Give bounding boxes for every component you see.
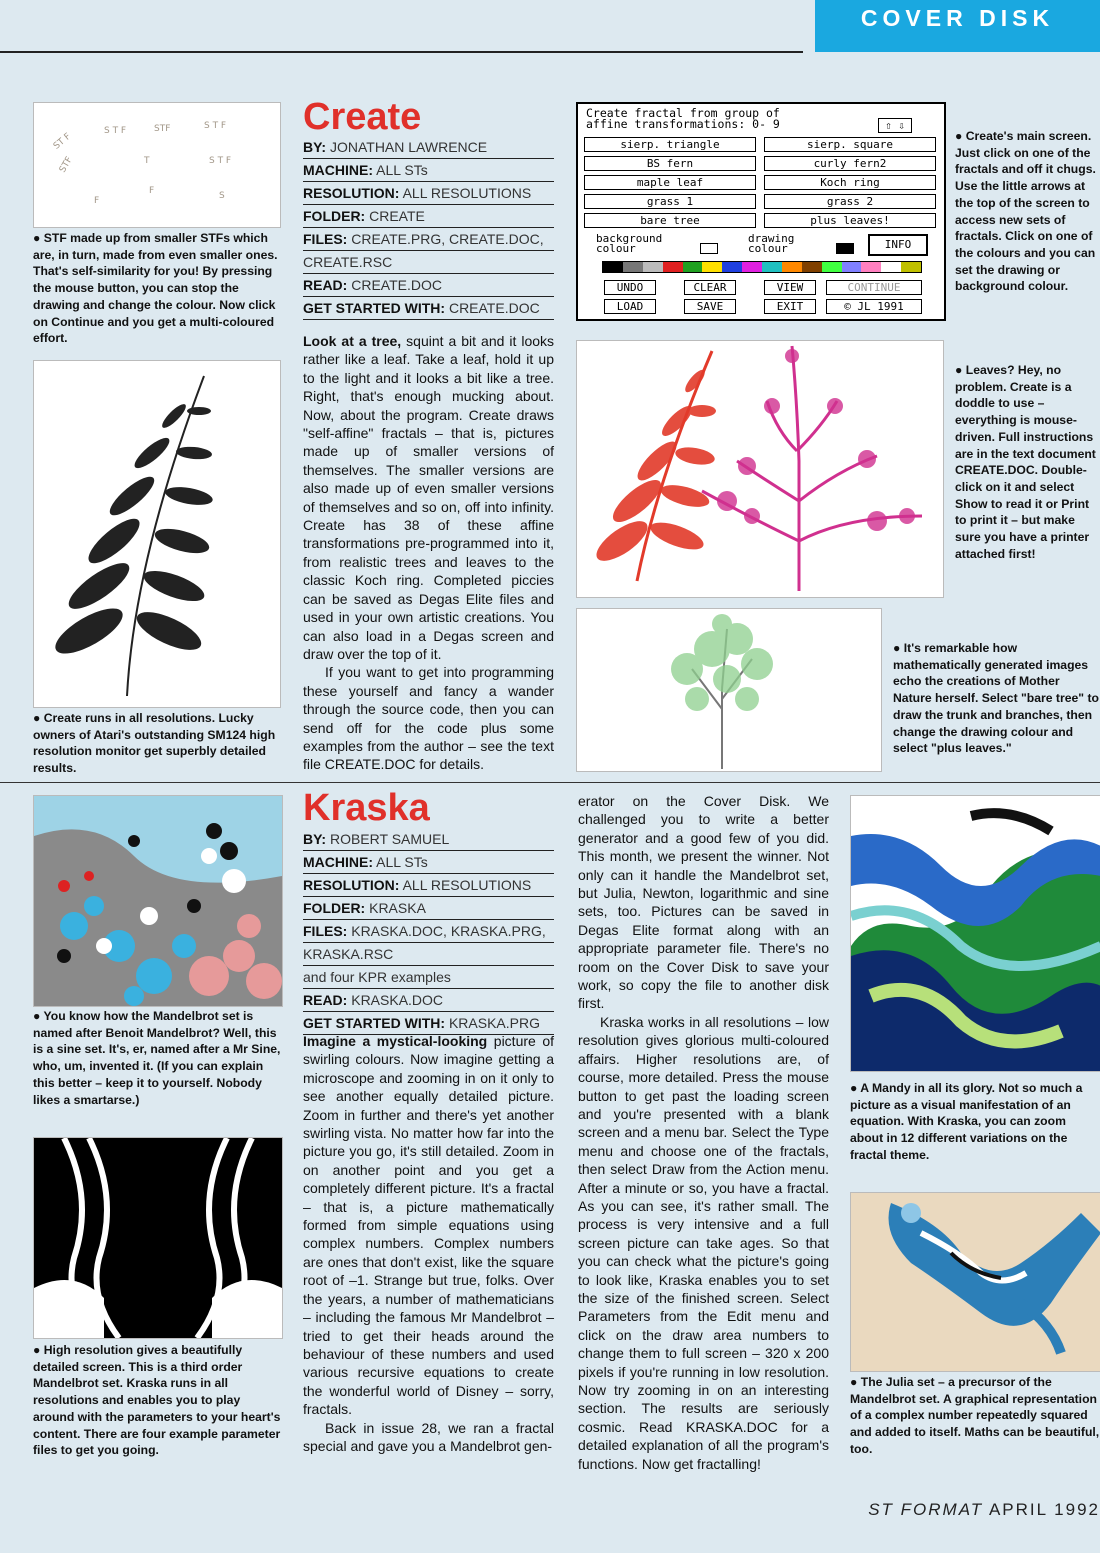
create-body-para-2: If you want to get into programming these yourself and fancy a wander through the source code, then you can send off for the code plus some examples from the author – see the text file CREATE.DOC for details. [303,664,554,773]
kraska-body-para-1: picture of swirling colours. Now imagine getting a microscope and zooming in on it only to see another equally detailed picture. Zoom in further and there's yet another swirling vista. No matter how far into the picture you go, it's still detailed. Zoom in on another point and you get a completely different picture. It's a fractal – that is, a picture mathematically formed from simple equations using complex numbers. Complex numbers are ones that don't exist, like the square root of –1. Strange but true, folks. Over the years, a number of mathematicians – including the famous Mr Mandelbrot – tried to get their heads around the behaviour of these numbers and used various recursive equations to create the wonderful world of Disney – sorry, fractals. [303,1033,555,1418]
kraska-info-label: GET STARTED WITH: [303,1015,446,1031]
caption-julia-text: The Julia set – a precursor of the Mandelbrot set. A graphical representation of a complex number repeatedly squared and added to itself. Maths can be beautiful, too. [850,1375,1100,1456]
kraska-info-row [303,828,554,851]
palette-swatch[interactable] [643,262,663,272]
palette-swatch[interactable] [802,262,822,272]
kraska-body-lead: Imagine a mystical-looking [303,1033,488,1049]
sine-set-image [33,795,283,1007]
fern-fractal-image [33,360,281,708]
palette-swatch[interactable] [762,262,782,272]
svg-text:F: F [94,196,100,206]
svg-text:ST F: ST F [51,131,74,152]
caption-sine: ● You know how the Mandelbrot set is named after Benoit Mandelbrot? Well, this is a sine set. It's, er, named after a Mr Sine, who, um, invented it. (If you can explain this better – keep it to yourself. Nobody likes a smartarse.) [33,1009,281,1107]
caption-leaves-text: Leaves? Hey, no problem. Create is a doddle to use – everything is mouse-driven. Full instructions are in the text document CREATE.DOC. Double-click on it and select Show to read it or Print to print it – but make sure you have a printer attached first! [955,363,1096,561]
section-divider [0,782,1100,783]
kraska-info-row [303,897,554,920]
fractal-button[interactable]: maple leaf [584,175,756,190]
kraska-info-value: KRASKA.PRG [448,1015,540,1031]
sine-set-graphic [34,796,282,1006]
create-info-value: CREATE.RSC [303,254,393,270]
palette-swatch[interactable] [822,262,842,272]
kraska-info-row [303,943,554,966]
screen-action-button[interactable]: EXIT [764,299,816,314]
fractal-button[interactable]: curly fern2 [764,156,936,171]
caption-leaves: ● Leaves? Hey, no problem. Create is a doddle to use – everything is mouse-driven. Full instructions are in the text document CREATE.DOC. Double-click on it and select Show to read it or Print to print it – but make sure you have a printer attached first! [955,363,1096,561]
fractal-button[interactable]: plus leaves! [764,213,936,228]
caption-mandy-text: A Mandy in all its glory. Not so much a picture as a visual manifestation of an equation. With Kraska, you can zoom about in 12 different variations on the fractal theme. [850,1081,1083,1162]
fractal-button[interactable]: BS fern [584,156,756,171]
create-info-label: READ: [303,277,348,293]
screen-heading [586,108,780,130]
create-info-label: FOLDER: [303,208,366,224]
kraska-info-value: ROBERT SAMUEL [329,831,450,847]
kraska-info-label: MACHINE: [303,854,373,870]
fractal-button[interactable]: sierp. square [764,137,936,152]
background-colour-label [596,234,662,254]
leaves-fractal-graphic [577,341,943,597]
palette-swatch[interactable] [881,262,901,272]
create-body [303,332,554,774]
fractal-set-arrows[interactable]: ⇧ ⇩ [878,118,912,133]
kraska-title: Kraska [303,787,430,829]
create-info-row [303,159,554,182]
drawing-colour-swatch[interactable] [836,243,854,254]
caption-tree: ● It's remarkable how mathematically generated images echo the creations of Mother Nature herself. Select "bare tree" to draw the trunk and branches, then change the drawing colour and select "plus leaves." [893,641,1099,756]
kraska-info-label: BY: [303,831,327,847]
caption-stf-text: STF made up from smaller STFs which are, in turn, made from even smaller ones. That's self-similarity for you! By pressing the mouse button, you can stop the drawing and change the colour. Now click on Continue and you get a multi-coloured effort. [33,231,278,346]
palette-swatch[interactable] [702,262,722,272]
kraska-info-label: FILES: [303,923,348,939]
screen-action-button[interactable]: CONTINUE [826,280,922,295]
svg-text:S T F: S T F [209,156,232,166]
kraska-body-col-2 [578,792,829,1473]
create-main-screen [576,102,946,321]
page-footer [868,1500,1100,1520]
create-info-row [303,136,554,159]
create-info-label: GET STARTED WITH: [303,300,446,316]
palette-swatch[interactable] [901,262,921,272]
palette-swatch[interactable] [683,262,703,272]
kraska-info-label: READ: [303,992,348,1008]
screen-action-button[interactable]: CLEAR [684,280,736,295]
header-rule [0,51,803,53]
kraska-info-row [303,966,554,989]
screen-action-button[interactable]: © JL 1991 [826,299,922,314]
create-info-row [303,297,554,320]
julia-image [850,1192,1100,1372]
palette-swatch[interactable] [623,262,643,272]
create-info-label: RESOLUTION: [303,185,400,201]
create-info-row [303,182,554,205]
palette-swatch[interactable] [861,262,881,272]
stf-fractal-graphic [34,103,280,227]
caption-fern: ● Create runs in all resolutions. Lucky owners of Atari's outstanding SM124 high resolution monitor get superbly detailed results. [33,711,276,776]
kraska-info-row [303,920,554,943]
caption-julia: ● The Julia set – a precursor of the Mandelbrot set. A graphical representation of a complex number repeatedly squared and added to itself. Maths can be beautiful, too. [850,1375,1100,1456]
screen-action-button[interactable]: SAVE [684,299,736,314]
create-info-label: FILES: [303,231,348,247]
background-colour-swatch[interactable] [700,243,718,254]
tree-fractal-image [576,608,882,772]
create-info-box [303,136,554,320]
palette-swatch[interactable] [603,262,623,272]
svg-text:F: F [149,186,155,196]
drawing-label-line-1: drawing [748,232,795,245]
palette-swatch[interactable] [663,262,683,272]
caption-tree-text: It's remarkable how mathematically generated images echo the creations of Mother Nature herself. Select "bare tree" to draw the trunk and branches, then change the drawing colour and select "plus leaves." [893,641,1099,756]
palette-swatch[interactable] [742,262,762,272]
caption-screen: ● Create's main screen. Just click on one of the fractals and off it chugs. Use the little arrows at the top of the screen to access new sets of fractals. Click on one of the colours and you can set the drawing or background colour. [955,129,1096,294]
svg-text:T: T [144,156,150,166]
screen-action-button[interactable]: LOAD [604,299,656,314]
create-info-row [303,228,554,251]
create-body-lead: Look at a tree, [303,333,402,349]
mandy-graphic [851,796,1100,1071]
create-info-value: CREATE.DOC [351,277,442,293]
fractal-button[interactable]: sierp. triangle [584,137,756,152]
create-body-para-1: squint a bit and it looks rather like a leaf. Take a leaf, hold it up to the light and it looks a bit like a tree. Right, that's enough mucking about. Now, about the program. Create draws "self-affine" fractals – that is, pictures made up of smaller versions of themselves. The smaller versions are also made up of even smaller versions of themselves and so on, off into infinity. Create has 38 of these affine transformations pre-programmed into it, from realistic trees and leaves to the classic Koch ring. Completed piccies can be saved as Degas Elite files and used in your own artistic creations. You can also load in a Degas screen and draw over the top of it. [303,333,555,662]
kraska-info-row [303,851,554,874]
create-info-label: MACHINE: [303,162,373,178]
kraska-info-value: ALL STs [376,854,428,870]
caption-stf: ● STF made up from smaller STFs which are, in turn, made from even smaller ones. That's self-similarity for you! By pressing the mouse button, you can stop the drawing and change the colour. Now click on Continue and you get a multi-coloured effort. [33,231,278,346]
info-button[interactable]: INFO [868,234,928,256]
caption-mandy: ● A Mandy in all its glory. Not so much a picture as a visual manifestation of an equation. With Kraska, you can zoom about in 12 different variations on the fractal theme. [850,1081,1083,1162]
create-info-value: JONATHAN LAWRENCE [329,139,488,155]
stf-fractal-image [33,102,281,228]
section-banner: COVER DISK [815,0,1100,52]
fractal-button[interactable]: Koch ring [764,175,936,190]
create-info-row [303,205,554,228]
create-title: Create [303,96,422,138]
palette-swatch[interactable] [782,262,802,272]
fern-fractal-graphic [34,361,280,707]
mandy-image [850,795,1100,1072]
kraska-info-label: RESOLUTION: [303,877,400,893]
fractal-button[interactable]: grass 2 [764,194,936,209]
palette-swatch[interactable] [722,262,742,272]
screen-action-button[interactable]: VIEW [764,280,816,295]
footer-magazine: ST FORMAT [868,1500,984,1519]
screen-action-button[interactable]: UNDO [604,280,656,295]
caption-fern-text: Create runs in all resolutions. Lucky owners of Atari's outstanding SM124 high resolution monitor get superbly detailed results. [33,711,276,776]
svg-text:STF: STF [57,155,75,175]
kraska-body-col-1 [303,1032,554,1455]
svg-text:S T F: S T F [104,126,127,136]
palette-swatch[interactable] [842,262,862,272]
caption-hires-text: High resolution gives a beautifully detailed screen. This is a third order Mandelbrot set. Kraska runs in all resolutions and enables you to play around with the parameters to your heart's content. There are four example parameter files to get you going. [33,1343,281,1458]
kraska-info-value: and four KPR examples [303,969,451,985]
background-label-line-1: background [596,232,663,245]
fractal-button[interactable]: grass 1 [584,194,756,209]
fractal-button[interactable]: bare tree [584,213,756,228]
kraska-info-value: KRASKA.DOC [351,992,444,1008]
create-info-value: ALL STs [376,162,428,178]
caption-sine-text: You know how the Mandelbrot set is named after Benoit Mandelbrot? Well, this is a sine set. It's, er, named after a Mr Sine, who, um, invented it. (If you can explain this better – keep it to yourself. Nobody likes a smartarse.) [33,1009,281,1107]
caption-hires: ● High resolution gives a beautifully detailed screen. This is a third order Mandelbrot set. Kraska runs in all resolutions and enables you to play around with the parameters to your heart's content. There are four example parameter files to get you going. [33,1343,281,1458]
create-info-row [303,251,554,274]
kraska-info-row [303,989,554,1012]
kraska-info-row [303,874,554,897]
kraska-body-para-2: Back in issue 28, we ran a fractal special and gave you a Mandelbrot gen- [303,1419,554,1454]
kraska-info-value: KRASKA [369,900,426,916]
background-label-line-2: colour [596,242,636,255]
kraska-info-label: FOLDER: [303,900,366,916]
create-info-value: ALL RESOLUTIONS [402,185,532,201]
footer-issue: APRIL 1992 [988,1500,1100,1519]
caption-screen-text: Create's main screen. Just click on one of the fractals and off it chugs. Use the little arrows at the top of the screen to access new sets of fractals. Click on one of the colours and you can set the drawing or background colour. [955,129,1096,294]
drawing-label-line-2: colour [748,242,788,255]
kraska-info-value: ALL RESOLUTIONS [402,877,532,893]
drawing-colour-label [748,234,794,254]
kraska-info-value: KRASKA.DOC, KRASKA.PRG, [351,923,546,939]
create-info-value: CREATE.PRG, CREATE.DOC, [351,231,544,247]
create-info-value: CREATE [369,208,425,224]
create-info-row [303,274,554,297]
julia-graphic [851,1193,1100,1371]
create-info-label: BY: [303,139,327,155]
kraska-info-box [303,828,554,1035]
svg-text:S: S [219,191,225,201]
kraska-body-para-4: Kraska works in all resolutions – low resolution gives glorious multi-coloured affairs. Higher resolutions are, of course, more detailed. Press the mouse button to get past the loading screen and you're presented with a blank screen and a menu bar. Select the Type menu and choose one of the fractals, then select Draw from the Action menu. After a minute or so, you have a fractal. As you can see, it's rather small. The process is very intensive and a full screen picture can take ages. So that you can check what the picture's going to look like, Kraska enables you to set the size of the finished screen. Select Parameters from the Edit menu and click on the draw area numbers to change them to full screen – 320 x 200 pixels if you're running in low resolution. Now try zooming in on an interesting section. The results are seriously cosmic. Read KRASKA.DOC for a detailed explanation of all the program's functions. Now get fractalling! [578,1013,829,1472]
screen-heading-line-2: affine transformations: 0- 9 [586,117,780,131]
hires-mandelbrot-image [33,1137,283,1339]
screen-heading-line-1: Create fractal from group of [586,106,780,120]
hires-mandelbrot-graphic [34,1138,282,1338]
svg-text:STF: STF [154,124,171,134]
tree-fractal-graphic [577,609,881,771]
kraska-body-para-3: erator on the Cover Disk. We challenged you to write a better generator and a good few of you did. This month, we present the winner. Not only can it handle the Mandelbrot set, but Julia, Newton, logarithmic and sine sets, too. Pictures can be saved in Degas Elite format along with an appropriate parameter file. There's no room on the Cover Disk to save your work, so copy the file to another disk first. [578,793,829,1012]
colour-palette[interactable] [602,261,922,273]
kraska-info-value: KRASKA.RSC [303,946,394,962]
leaves-fractal-image [576,340,944,598]
create-info-value: CREATE.DOC [448,300,540,316]
svg-text:S T F: S T F [204,121,227,131]
